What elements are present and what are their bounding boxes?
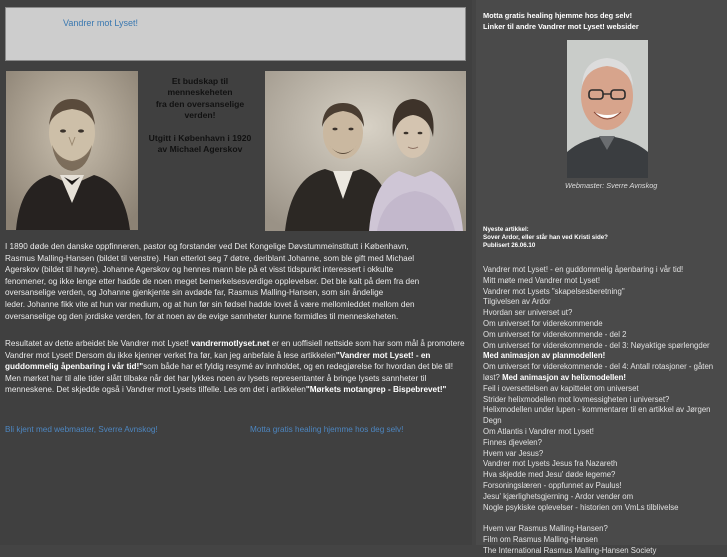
newest-article: Nyeste artikkel: Sover Ardor, eller står han ved Kristi side? Publisert 26.06.10 <box>483 226 608 250</box>
list-item[interactable]: Hva skjedde med Jesu' døde legeme? <box>483 470 616 480</box>
list-item[interactable]: Nogle psykiske oplevelser - historien om VmLs tilblivelse <box>483 502 679 512</box>
webmaster-caption: Webmaster: Sverre Avnskog <box>565 181 658 190</box>
article-link-2[interactable]: "Mørkets motangrep - Bispebrevet!" <box>305 385 447 395</box>
list-item[interactable]: Forsoningslæren - oppfunnet av Paulus! <box>483 480 622 490</box>
portrait-malling-hansen <box>6 71 138 230</box>
list-item[interactable]: Hvem var Jesus? <box>483 448 544 458</box>
newest-article-link[interactable]: Sover Ardor, eller står han ved Kristi side? <box>483 234 608 242</box>
other-sites-link[interactable]: Linker til andre Vandrer mot Lyset! websider <box>483 21 639 31</box>
header-banner <box>5 7 466 61</box>
list-item[interactable]: Helixmodellen under lupen - kommentarer til en artikkel av Jørgen <box>483 405 711 415</box>
list-item[interactable]: Hvem var Rasmus Malling-Hansen? <box>483 524 608 534</box>
webmaster-link[interactable]: Bli kjent med webmaster, Sverre Avnskog! <box>5 425 158 434</box>
book-caption: Et budskap til menneskeheten fra den oversanselige verden! Utgitt i København i 1920 av Michael Agerskov <box>148 76 252 155</box>
list-item[interactable]: Film om Rasmus Malling-Hansen <box>483 534 598 544</box>
list-item[interactable]: Vandrer mot Lyset! - en guddommelig åpenbaring i vår tid! <box>483 265 684 274</box>
list-item[interactable]: Mitt møte med Vandrer mot Lyset! <box>483 275 600 285</box>
list-item[interactable]: Om universet for viderekommende - del 3: Nøyaktige spørlengder Med animasjon av planmodellen! <box>483 340 710 361</box>
list-item[interactable]: Degn <box>483 416 502 426</box>
site-name: vandrermotlyset.net <box>191 339 270 348</box>
list-item[interactable]: Strider helixmodellen mot lovmessigheten i universet? <box>483 394 670 404</box>
list-item[interactable]: Vandrer mot Lysets "skapelsesberetning" <box>483 286 625 296</box>
list-item[interactable]: Om universet for viderekommende <box>483 318 603 328</box>
list-item[interactable]: Om universet for viderekommende - del 2 <box>483 329 627 339</box>
sidebar-top-links <box>483 11 639 33</box>
list-item[interactable]: Om universet for viderekommende - del 4: Antall rotasjoner - gåten løst? Med animasjon av helixmodellen! <box>483 362 714 382</box>
healing-sidebar-link[interactable]: Motta gratis healing hjemme hos deg selv! <box>483 11 633 20</box>
photo-agerskov-couple <box>265 71 466 231</box>
sidebar-article-list <box>483 265 723 557</box>
list-item[interactable]: Hvordan ser universet ut? <box>483 308 573 318</box>
list-item[interactable]: Tilgivelsen av Ardor <box>483 297 551 307</box>
list-item[interactable]: Finnes djevelen? <box>483 437 542 447</box>
list-item[interactable]: Jesu' kjærlighetsgjerning - Ardor vender om <box>483 491 634 501</box>
list-item[interactable]: Vandrer mot Lysets Jesus fra Nazareth <box>483 459 618 469</box>
list-item[interactable]: Feil i oversettelsen av kapittelet om universet <box>483 383 639 393</box>
list-item[interactable]: The International Rasmus Malling-Hansen Society <box>483 545 657 555</box>
article-link-1[interactable]: "Vandrer mot Lyset! - en guddommelig åpenbaring i vår tid!" <box>5 350 431 372</box>
site-title-link[interactable]: Vandrer mot Lyset! <box>63 18 139 28</box>
healing-link[interactable]: Motta gratis healing hjemme hos deg selv! <box>250 425 404 434</box>
intro-paragraph: I 1890 døde den danske oppfinneren, pastor og forstander ved Det Kongelige Døvstummeinstitutt i København, Rasmus Malling-Hansen (bildet til venstre). Han etterlot seg 7 døtre, deriblant Johanne, som ble gift med Michael Agerskov (bildet til høyre). Johanne Agerskov og hennes mann ble på et visst tidspunkt interessert i okkulte fenomener, og ikke lenge etter hadde de noen meget bemerkelsesverdige opplevelser. Det ble kalt på dem fra den oversanselige verden, og Johanne gjenkjente sin avdøde far, Rasmus Malling-Hansen, som sin åndelige leder. Johanne fikk vite at hun var medium, og at hun før sin fødsel hadde lovet å være mellomleddet mellom den oversanselige og den jordiske verden, for at noen av de evige sannheter kunne formidles til menneskeheten. <box>5 242 420 321</box>
webmaster-photo <box>567 40 648 178</box>
result-paragraph: Resultatet av dette arbeidet ble Vandrer mot Lyset! vandrermotlyset.net er en uoffisiell nettside som har som mål å promotere Vandrer mot Lyset! Dersom du ikke kjenner verket fra før, kan jeg anbefale å lese artikkelen"Vandrer mot Lyset! - en guddommelig åpenbaring i vår tid!"som både har et fyldig resymé av innholdet, og en redegjørelse for hvordan det ble til! Men mørket har til alle tider slått tilbake når det har lykkes noen av lysets representanter å bringe lysets sannheter til menneskene. Det skjedde også i Vandrer mot Lysets tilfelle. Les om det i artikkelen"Mørkets motangrep - Bispebrevet!" <box>5 339 465 395</box>
list-item[interactable]: Om Atlantis i Vandrer mot Lyset! <box>483 426 594 436</box>
